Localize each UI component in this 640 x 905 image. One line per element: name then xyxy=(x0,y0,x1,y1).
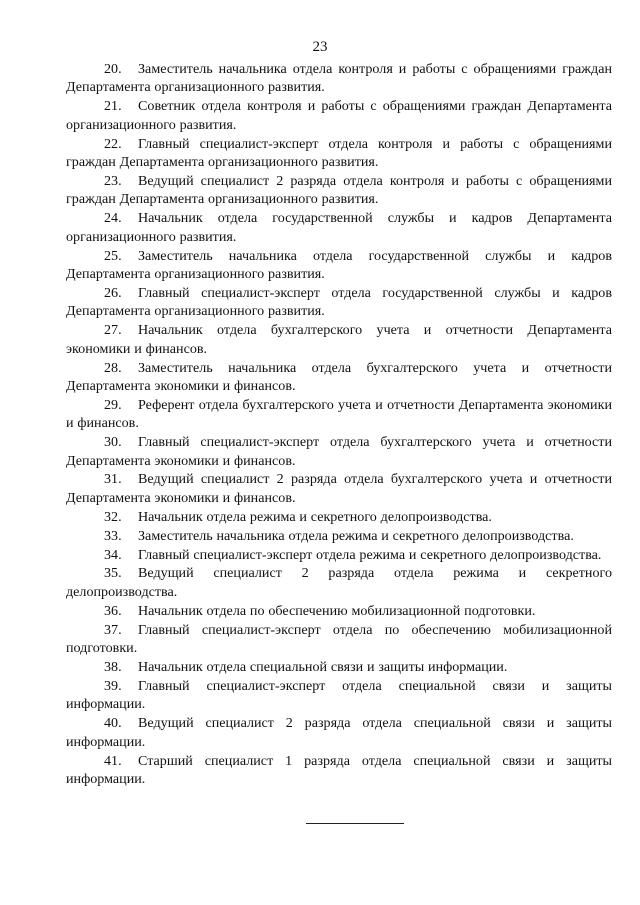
item-number: 28. xyxy=(104,359,122,376)
list-item xyxy=(66,321,612,358)
item-number: 20. xyxy=(104,61,122,77)
item-text: Советник отдела контроля и работы с обращениями граждан Департамента организационного развития. xyxy=(66,98,612,133)
item-number: 26. xyxy=(104,284,122,301)
list-item xyxy=(66,602,612,620)
item-text: Главный специалист-эксперт отдела контроля и работы с обращениями граждан Департамента организационного развития. xyxy=(66,135,612,171)
item-text: Заместитель начальника отдела режима и секретного делопроизводства. xyxy=(138,527,574,544)
item-text: Главный специалист-эксперт отдела бухгалтерского учета и отчетности Департамента экономики и финансов. xyxy=(66,434,612,469)
list-item xyxy=(66,247,612,284)
list-item xyxy=(66,359,612,396)
item-text: Заместитель начальника отдела государственной службы и кадров Департамента организационного развития. xyxy=(66,247,612,282)
list-item xyxy=(66,396,612,433)
item-text: Главный специалист-эксперт отдела специальной связи и защиты информации. xyxy=(66,677,612,713)
item-number: 32. xyxy=(104,508,122,525)
item-number: 29. xyxy=(104,396,122,413)
list-item xyxy=(66,97,612,134)
item-text: Ведущий специалист 2 разряда отдела режима и секретного делопроизводства. xyxy=(66,565,612,600)
list-item xyxy=(66,508,612,526)
end-divider xyxy=(306,823,404,824)
list-item xyxy=(66,172,612,209)
list-item xyxy=(66,621,612,658)
position-list xyxy=(66,60,612,789)
item-number: 24. xyxy=(104,210,122,227)
list-item xyxy=(66,209,612,246)
list-item xyxy=(66,433,612,470)
item-number: 36. xyxy=(104,602,122,619)
item-number: 38. xyxy=(104,659,122,675)
item-text: Начальник отдела специальной связи и защиты информации. xyxy=(138,659,508,675)
item-number: 37. xyxy=(104,621,122,638)
item-text: Старший специалист 1 разряда отдела специальной связи и защиты информации. xyxy=(66,752,612,787)
item-number: 40. xyxy=(104,715,122,732)
item-text: Начальник отдела режима и секретного делопроизводства. xyxy=(138,508,492,525)
item-number: 41. xyxy=(104,752,122,769)
item-number: 33. xyxy=(104,527,122,544)
item-text: Начальник отдела государственной службы и кадров Департамента организационного развития. xyxy=(66,210,612,245)
list-item xyxy=(66,752,612,789)
item-number: 21. xyxy=(104,98,122,115)
item-text: Ведущий специалист 2 разряда отдела контроля и работы с обращениями граждан Департамента организационного развития. xyxy=(66,172,612,208)
list-item xyxy=(66,60,612,97)
item-text: Начальник отдела бухгалтерского учета и отчетности Департамента экономики и финансов. xyxy=(66,322,612,357)
item-text: Начальник отдела по обеспечению мобилизационной подготовки. xyxy=(138,602,536,619)
item-number: 31. xyxy=(104,471,122,488)
item-text: Заместитель начальника отдела контроля и работы с обращениями граждан Департамента организационного развития. xyxy=(66,61,612,96)
item-number: 34. xyxy=(104,546,122,563)
item-text: Заместитель начальника отдела бухгалтерского учета и отчетности Департамента экономики и финансов. xyxy=(66,359,612,394)
page-number: 23 xyxy=(312,39,328,55)
list-item xyxy=(66,564,612,601)
list-item xyxy=(66,658,612,676)
item-number: 22. xyxy=(104,135,122,152)
item-number: 25. xyxy=(104,247,122,264)
list-item xyxy=(66,527,612,545)
item-number: 27. xyxy=(104,322,122,339)
list-item xyxy=(66,677,612,714)
item-number: 30. xyxy=(104,434,122,451)
item-number: 39. xyxy=(104,677,122,694)
item-text: Ведущий специалист 2 разряда отдела специальной связи и защиты информации. xyxy=(66,715,612,750)
list-item xyxy=(66,284,612,321)
item-text: Главный специалист-эксперт отдела по обеспечению мобилизационной подготовки. xyxy=(66,621,612,657)
item-text: Ведущий специалист 2 разряда отдела бухгалтерского учета и отчетности Департамента экономики и финансов. xyxy=(66,471,612,506)
item-number: 23. xyxy=(104,172,122,189)
item-text: Главный специалист-эксперт отдела режима и секретного делопроизводства. xyxy=(138,546,602,563)
item-text: Главный специалист-эксперт отдела государственной службы и кадров Департамента организационного развития. xyxy=(66,284,612,320)
list-item xyxy=(66,546,612,564)
list-item xyxy=(66,135,612,172)
item-number: 35. xyxy=(104,565,122,582)
list-item xyxy=(66,470,612,507)
item-text: Референт отдела бухгалтерского учета и отчетности Департамента экономики и финансов. xyxy=(66,396,612,432)
list-item xyxy=(66,714,612,751)
